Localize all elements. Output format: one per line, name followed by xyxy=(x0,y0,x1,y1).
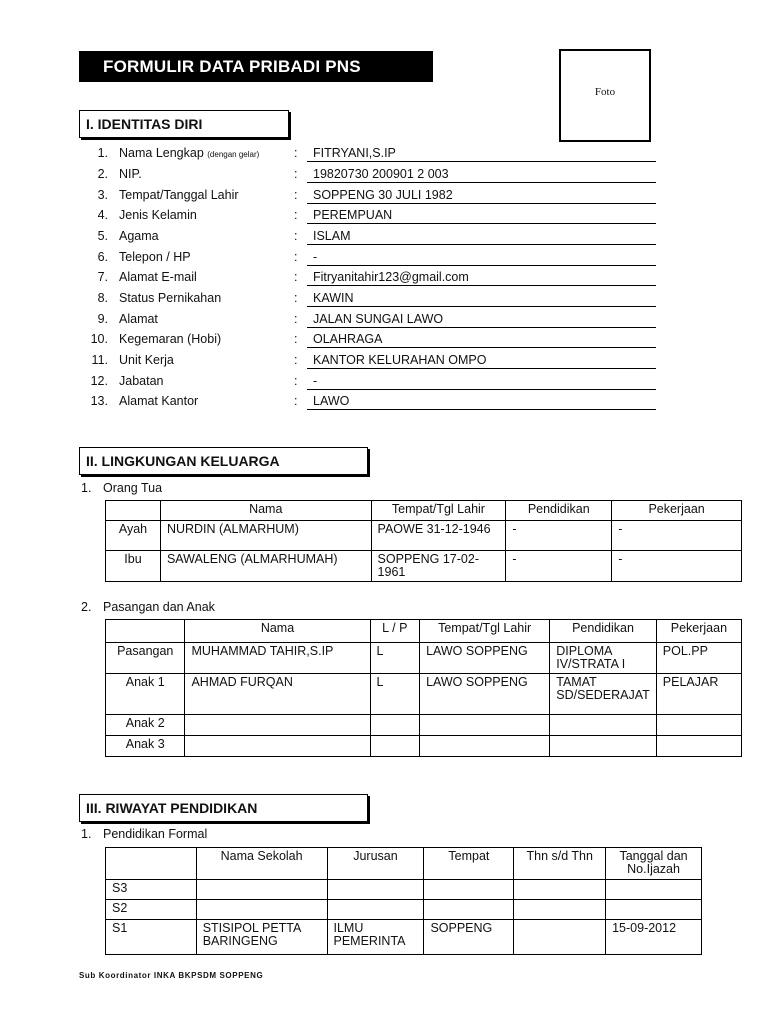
table-cell xyxy=(424,900,514,920)
field-label xyxy=(119,188,239,202)
field-label-text: Nama Lengkap xyxy=(119,146,204,160)
table-cell: DIPLOMA IV/STRATA I xyxy=(550,643,657,674)
field-label xyxy=(119,394,198,408)
column-header: Tempat/Tgl Lahir xyxy=(420,620,550,643)
colon-separator: : xyxy=(294,167,298,181)
table-cell xyxy=(514,900,606,920)
table-cell xyxy=(196,880,327,900)
table-cell: AHMAD FURQAN xyxy=(185,674,370,715)
table-cell xyxy=(550,736,657,757)
field-value: FITRYANI,S.IP xyxy=(307,146,656,162)
column-header: Nama xyxy=(160,501,371,521)
table-cell: PAOWE 31-12-1946 xyxy=(371,521,506,551)
colon-separator: : xyxy=(294,291,298,305)
table-cell: - xyxy=(612,521,742,551)
table-header-row xyxy=(106,501,742,521)
row-label: Anak 2 xyxy=(106,715,185,736)
row-number: 11. xyxy=(91,353,108,367)
field-value: 19820730 200901 2 003 xyxy=(307,167,656,183)
field-value: KAWIN xyxy=(307,291,656,307)
field-value: KANTOR KELURAHAN OMPO xyxy=(307,353,656,369)
table-cell xyxy=(185,715,370,736)
colon-separator: : xyxy=(294,270,298,284)
table-cell xyxy=(514,920,606,955)
table-header-row xyxy=(106,848,702,880)
column-header: Pekerjaan xyxy=(656,620,741,643)
table-cell xyxy=(196,900,327,920)
table-cell: LAWO SOPPENG xyxy=(420,643,550,674)
colon-separator: : xyxy=(294,229,298,243)
colon-separator: : xyxy=(294,250,298,264)
table-cell xyxy=(656,715,741,736)
column-header xyxy=(106,848,197,880)
identity-row xyxy=(88,353,658,373)
colon-separator: : xyxy=(294,353,298,367)
field-label-text: NIP. xyxy=(119,167,142,181)
row-number: 6. xyxy=(97,250,108,264)
table-header-row xyxy=(106,620,742,643)
row-number: 7. xyxy=(97,270,108,284)
table-cell xyxy=(514,880,606,900)
column-header: Tanggal dan No.Ijazah xyxy=(606,848,702,880)
table-row xyxy=(106,674,742,715)
field-label-text: Status Pernikahan xyxy=(119,291,222,305)
table-cell: MUHAMMAD TAHIR,S.IP xyxy=(185,643,370,674)
photo-placeholder xyxy=(559,49,651,142)
field-value: PEREMPUAN xyxy=(307,208,656,224)
table-cell: ILMU PEMERINTA xyxy=(327,920,424,955)
table-cell: TAMAT SD/SEDERAJAT xyxy=(550,674,657,715)
table-cell xyxy=(656,736,741,757)
field-value: Fitryanitahir123@gmail.com xyxy=(307,270,656,286)
row-label: S1 xyxy=(106,920,197,955)
table-cell xyxy=(606,900,702,920)
table-cell xyxy=(420,736,550,757)
identity-row xyxy=(88,250,658,270)
table-cell xyxy=(370,715,420,736)
colon-separator: : xyxy=(294,188,298,202)
field-label-text: Unit Kerja xyxy=(119,353,174,367)
row-label: Ayah xyxy=(106,521,161,551)
identity-row xyxy=(88,188,658,208)
field-value: LAWO xyxy=(307,394,656,410)
table-cell: SOPPENG xyxy=(424,920,514,955)
colon-separator: : xyxy=(294,312,298,326)
table-cell: SAWALENG (ALMARHUMAH) xyxy=(160,551,371,582)
table-cell: 15-09-2012 xyxy=(606,920,702,955)
field-label xyxy=(119,353,174,367)
table-cell: POL.PP xyxy=(656,643,741,674)
row-label: S3 xyxy=(106,880,197,900)
table-cell xyxy=(420,715,550,736)
row-number: 4. xyxy=(97,208,108,222)
spouse-table xyxy=(105,619,742,757)
section-pendidikan-heading: III. RIWAYAT PENDIDIKAN xyxy=(79,794,368,822)
identity-row xyxy=(88,394,658,414)
column-header: Nama Sekolah xyxy=(196,848,327,880)
table-cell xyxy=(327,900,424,920)
field-label-text: Alamat Kantor xyxy=(119,394,199,408)
row-number: 8. xyxy=(97,291,108,305)
field-label-text: Tempat/Tanggal Lahir xyxy=(119,188,239,202)
column-header: Nama xyxy=(185,620,370,643)
field-value: SOPPENG 30 JULI 1982 xyxy=(307,188,656,204)
identity-row xyxy=(88,312,658,332)
table-cell xyxy=(606,880,702,900)
field-label-text: Alamat E-mail xyxy=(119,270,197,284)
field-label xyxy=(119,208,197,222)
row-number: 1. xyxy=(97,146,108,160)
section-keluarga-heading: II. LINGKUNGAN KELUARGA xyxy=(79,447,368,475)
column-header: Pendidikan xyxy=(550,620,657,643)
identity-row xyxy=(88,167,658,187)
row-number: 2. xyxy=(97,167,108,181)
table-cell: PELAJAR xyxy=(656,674,741,715)
table-cell xyxy=(185,736,370,757)
column-header: L / P xyxy=(370,620,420,643)
identity-row xyxy=(88,208,658,228)
row-number: 12. xyxy=(90,374,108,388)
table-cell: SOPPENG 17-02-1961 xyxy=(371,551,506,582)
row-number: 10. xyxy=(90,332,108,346)
field-label xyxy=(119,229,159,243)
section-identitas-heading: I. IDENTITAS DIRI xyxy=(79,110,289,138)
colon-separator: : xyxy=(294,146,298,160)
field-value: OLAHRAGA xyxy=(307,332,656,348)
field-value: JALAN SUNGAI LAWO xyxy=(307,312,656,328)
field-value: - xyxy=(307,374,656,390)
row-number: 5. xyxy=(97,229,108,243)
table-cell xyxy=(424,880,514,900)
table-row xyxy=(106,900,702,920)
colon-separator: : xyxy=(294,332,298,346)
table-row xyxy=(106,715,742,736)
table-cell xyxy=(327,880,424,900)
identity-row xyxy=(88,374,658,394)
row-number: 13. xyxy=(90,394,108,408)
row-number: 9. xyxy=(97,312,108,326)
parents-label: 1. Orang Tua xyxy=(81,481,163,495)
field-label-text: Telepon / HP xyxy=(119,250,191,264)
table-row xyxy=(106,736,742,757)
colon-separator: : xyxy=(294,374,298,388)
table-cell: - xyxy=(506,521,612,551)
table-cell: NURDIN (ALMARHUM) xyxy=(160,521,371,551)
table-cell: LAWO SOPPENG xyxy=(420,674,550,715)
column-header xyxy=(106,620,185,643)
column-header: Tempat xyxy=(424,848,514,880)
column-header: Tempat/Tgl Lahir xyxy=(371,501,506,521)
field-value: ISLAM xyxy=(307,229,656,245)
field-label-text: Jabatan xyxy=(119,374,164,388)
table-row xyxy=(106,920,702,955)
identity-row xyxy=(88,332,658,352)
field-label xyxy=(119,374,163,388)
table-cell: STISIPOL PETTA BARINGENG xyxy=(196,920,327,955)
column-header: Jurusan xyxy=(327,848,424,880)
field-value: - xyxy=(307,250,656,266)
field-label xyxy=(119,312,158,326)
field-label xyxy=(119,146,259,160)
identity-row xyxy=(88,291,658,311)
field-label xyxy=(119,250,191,264)
field-label-text: Agama xyxy=(119,229,159,243)
field-label xyxy=(119,167,142,181)
field-label-text: Kegemaran (Hobi) xyxy=(119,332,222,346)
colon-separator: : xyxy=(294,394,298,408)
row-label: S2 xyxy=(106,900,197,920)
row-label: Anak 1 xyxy=(106,674,185,715)
footer-text: Sub Koordinator INKA BKPSDM SOPPENG xyxy=(79,971,264,980)
column-header: Pendidikan xyxy=(506,501,612,521)
field-label-text: Jenis Kelamin xyxy=(119,208,197,222)
identity-row xyxy=(88,270,658,290)
table-cell: - xyxy=(612,551,742,582)
field-label xyxy=(119,270,197,284)
table-cell: L xyxy=(370,643,420,674)
table-cell: - xyxy=(506,551,612,582)
row-label: Ibu xyxy=(106,551,161,582)
table-row xyxy=(106,880,702,900)
table-row xyxy=(106,551,742,582)
table-cell xyxy=(370,736,420,757)
row-label: Pasangan xyxy=(106,643,185,674)
form-title: FORMULIR DATA PRIBADI PNS xyxy=(79,51,433,82)
education-table xyxy=(105,847,702,955)
identity-row xyxy=(88,229,658,249)
spouse-label: 2. Pasangan dan Anak xyxy=(81,600,215,614)
column-header: Pekerjaan xyxy=(612,501,742,521)
field-label-text: Alamat xyxy=(119,312,158,326)
parents-table xyxy=(105,500,742,582)
identity-row xyxy=(88,146,658,166)
field-label xyxy=(119,332,221,346)
table-cell: L xyxy=(370,674,420,715)
formal-education-label: 1. Pendidikan Formal xyxy=(81,827,208,841)
photo-label: Foto xyxy=(594,86,616,98)
colon-separator: : xyxy=(294,208,298,222)
row-number: 3. xyxy=(97,188,108,202)
table-row xyxy=(106,643,742,674)
field-label xyxy=(119,291,221,305)
table-row xyxy=(106,521,742,551)
column-header: Thn s/d Thn xyxy=(514,848,606,880)
field-label-note: (dengan gelar) xyxy=(207,150,260,159)
table-cell xyxy=(550,715,657,736)
column-header xyxy=(106,501,161,521)
row-label: Anak 3 xyxy=(106,736,185,757)
